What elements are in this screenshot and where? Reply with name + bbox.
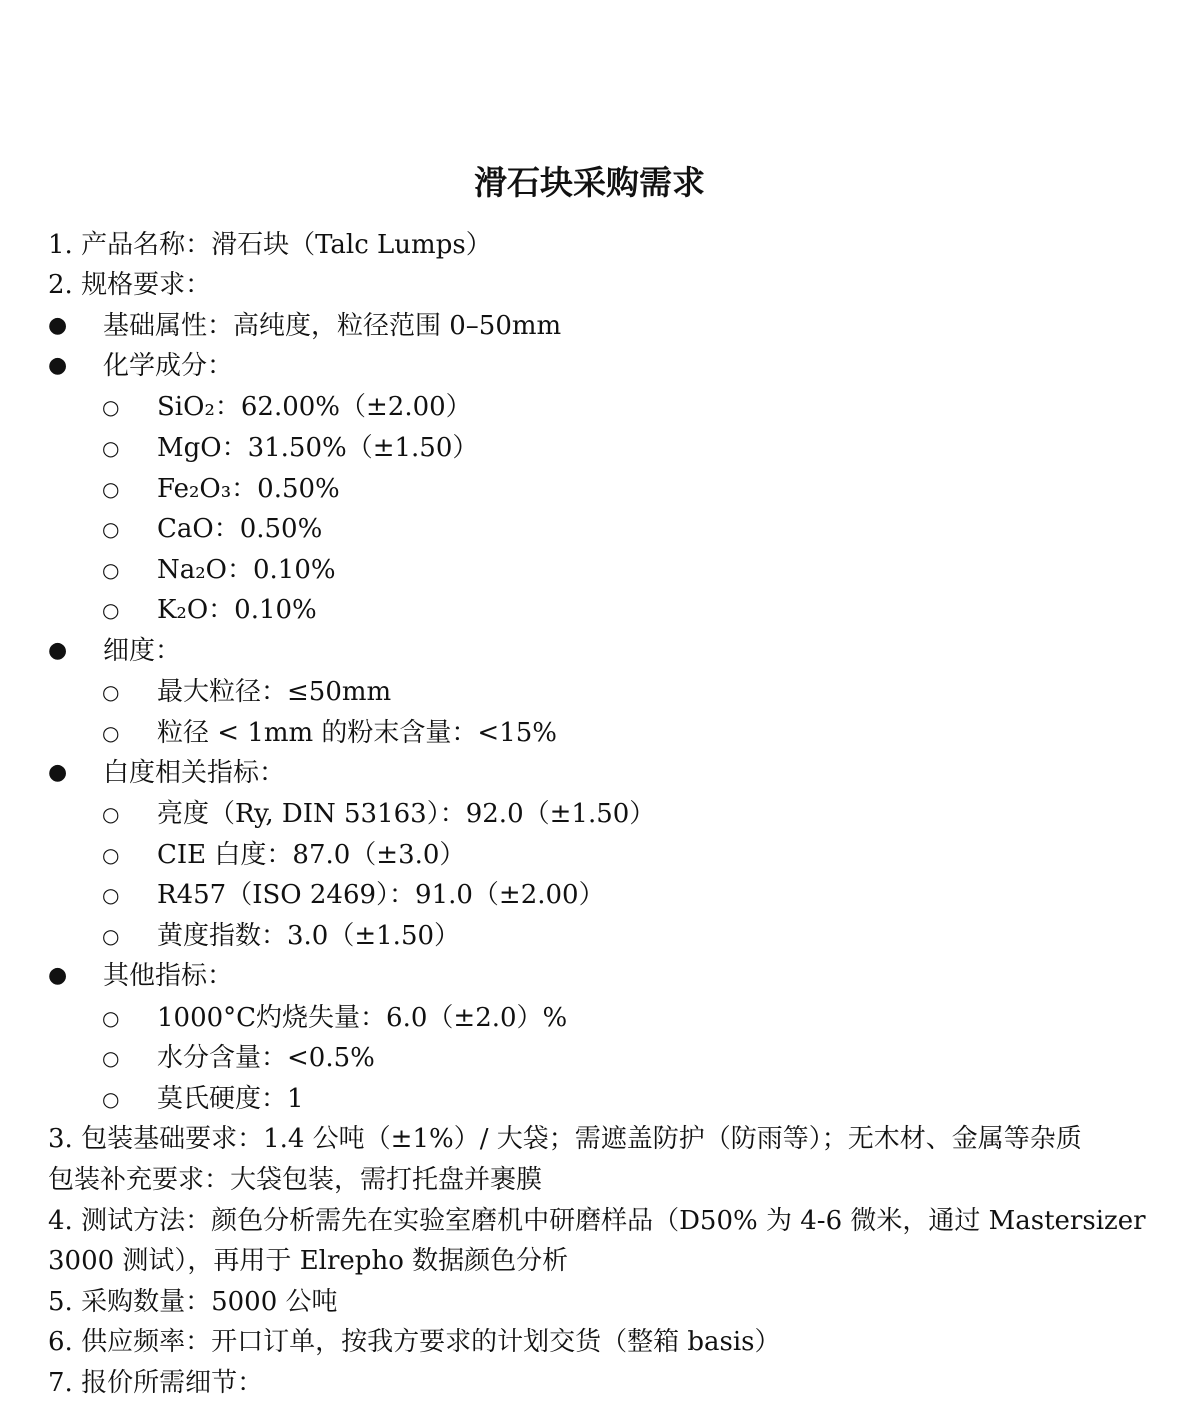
- basic-properties: 基础属性：高纯度，粒径范围 0–50mm: [103, 311, 562, 341]
- circle-bullet-icon: ○: [102, 1046, 120, 1070]
- bullet-icon: ●: [48, 353, 68, 378]
- bullet-icon: ●: [48, 963, 68, 988]
- circle-bullet-icon: ○: [102, 436, 120, 460]
- item-7-quote-details: 7. 报价所需细节：: [48, 1368, 264, 1398]
- bullet-icon: ●: [48, 638, 68, 663]
- circle-bullet-icon: ○: [102, 517, 120, 541]
- circle-bullet-icon: ○: [102, 598, 120, 622]
- item-4-test-method-cont: 3000 测试），再用于 Elrepho 数据颜色分析: [48, 1246, 569, 1276]
- cie-whiteness-spec: CIE 白度：87.0（±3.0）: [157, 840, 466, 870]
- item-4-test-method: 4. 测试方法：颜色分析需先在实验室磨机中研磨样品（D50% 为 4-6 微米，通过 Mastersizer: [48, 1206, 1146, 1236]
- bullet-icon: ●: [48, 760, 68, 785]
- circle-bullet-icon: ○: [102, 843, 120, 867]
- na2o-spec: Na₂O：0.10%: [157, 555, 336, 585]
- fineness-heading: 细度：: [103, 636, 182, 666]
- fine-powder-content: 粒径 < 1mm 的粉末含量：<15%: [157, 718, 558, 748]
- whiteness-heading: 白度相关指标：: [103, 758, 286, 788]
- circle-bullet-icon: ○: [102, 1087, 120, 1111]
- other-indicators-heading: 其他指标：: [103, 961, 234, 991]
- circle-bullet-icon: ○: [102, 721, 120, 745]
- fe2o3-spec: Fe₂O₃：0.50%: [157, 474, 340, 504]
- mohs-hardness: 莫氏硬度：1: [157, 1084, 304, 1114]
- cao-spec: CaO：0.50%: [157, 514, 323, 544]
- item-1-product-name: 1. 产品名称：滑石块（Talc Lumps）: [48, 230, 492, 260]
- circle-bullet-icon: ○: [102, 477, 120, 501]
- circle-bullet-icon: ○: [102, 924, 120, 948]
- item-3-packaging-extra: 包装补充要求：大袋包装，需打托盘并裹膜: [48, 1165, 543, 1195]
- mgo-spec: MgO：31.50%（±1.50）: [157, 433, 479, 463]
- circle-bullet-icon: ○: [102, 680, 120, 704]
- item-5-quantity: 5. 采购数量：5000 公吨: [48, 1287, 338, 1317]
- brightness-spec: 亮度（Ry, DIN 53163）：92.0（±1.50）: [157, 799, 656, 829]
- circle-bullet-icon: ○: [102, 883, 120, 907]
- circle-bullet-icon: ○: [102, 558, 120, 582]
- sio2-spec: SiO₂：62.00%（±2.00）: [157, 392, 472, 422]
- circle-bullet-icon: ○: [102, 395, 120, 419]
- max-particle-size: 最大粒径：≤50mm: [157, 677, 392, 707]
- item-2-spec-heading: 2. 规格要求：: [48, 270, 212, 300]
- chemical-composition-heading: 化学成分：: [103, 351, 234, 381]
- bullet-icon: ●: [48, 313, 68, 338]
- circle-bullet-icon: ○: [102, 802, 120, 826]
- k2o-spec: K₂O：0.10%: [157, 595, 317, 625]
- loss-on-ignition: 1000°C灼烧失量：6.0（±2.0）%: [157, 1003, 568, 1033]
- r457-spec: R457（ISO 2469）：91.0（±2.00）: [157, 880, 605, 910]
- document-title: 滑石块采购需求: [474, 163, 705, 202]
- circle-bullet-icon: ○: [102, 1006, 120, 1030]
- item-6-supply-frequency: 6. 供应频率：开口订单，按我方要求的计划交货（整箱 basis）: [48, 1327, 781, 1357]
- item-3-packaging: 3. 包装基础要求：1.4 公吨（±1%）/ 大袋；需遮盖防护（防雨等）；无木材、金属等杂质: [48, 1124, 1082, 1154]
- yellowness-index: 黄度指数：3.0（±1.50）: [157, 921, 461, 951]
- moisture-content: 水分含量：<0.5%: [157, 1043, 375, 1073]
